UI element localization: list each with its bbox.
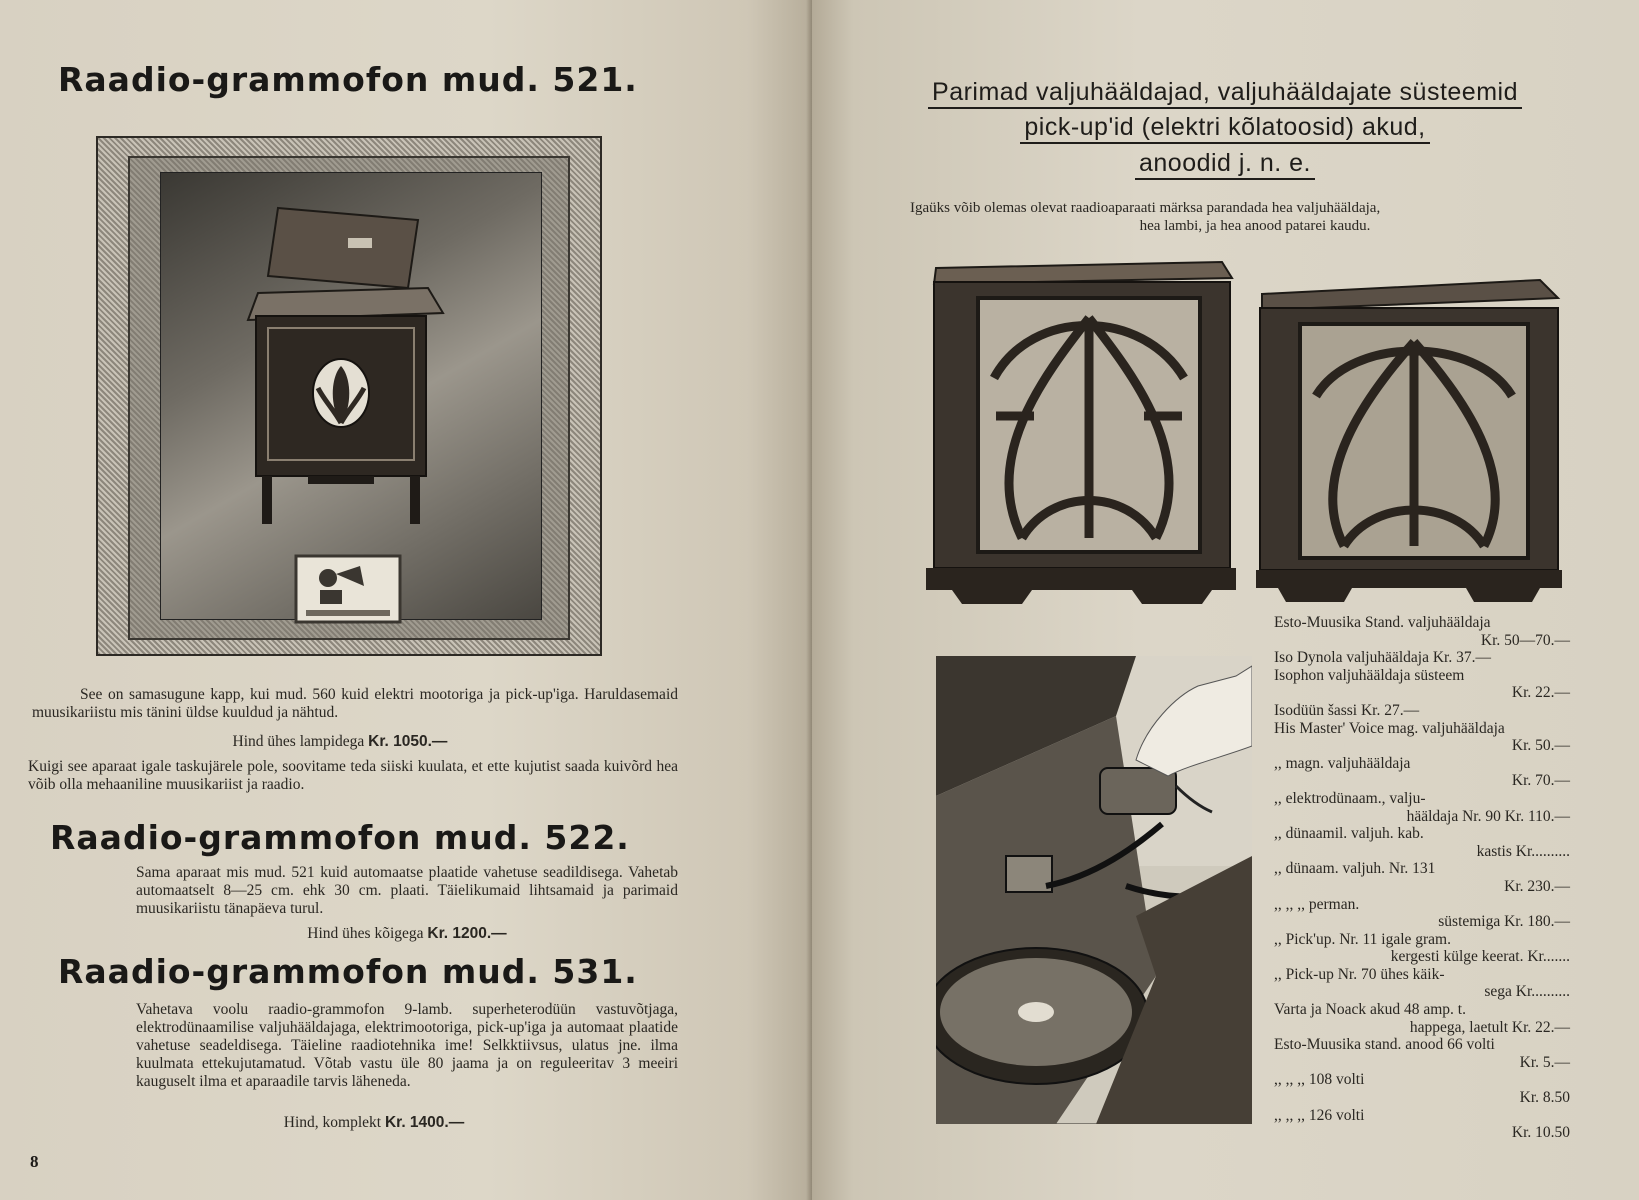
gramophone-photo (96, 136, 602, 656)
price-list-line: ,, magn. valjuhääldaja (1274, 754, 1411, 772)
price-list-line: ,, dünaam. valjuh. Nr. 131 (1274, 860, 1436, 878)
intro-line-2: hea lambi, ja hea anood patarei kaudu. (1139, 218, 1371, 234)
price-list-line: ,, Pick-up Nr. 70 ühes käik- (1274, 965, 1445, 983)
price-521-value: Kr. 1050.— (368, 733, 448, 750)
loudspeaker-cabinet-right (1252, 276, 1568, 606)
heading-model-522: Raadio-grammofon mud. 522. (50, 818, 630, 857)
heading-line-3 (860, 149, 1590, 178)
price-list-line: Kr. 50.— (1511, 737, 1570, 755)
price-list-line: ,, ,, ,, 108 volti (1274, 1071, 1365, 1089)
price-list-line: Kr. 70.— (1511, 772, 1570, 790)
price-521-label: Hind ühes lampidega (232, 733, 365, 750)
price-522 (134, 925, 680, 943)
price-list-line: ,, dünaamil. valjuh. kab. (1274, 825, 1424, 843)
price-list-line: kastis Kr.......... (1476, 842, 1570, 860)
price-522-label: Hind ühes kõigega (307, 925, 424, 942)
intro-line-1: Igaüks võib olemas olevat raadioaparaati märksa parandada hea valjuhääldaja, (910, 200, 1381, 216)
price-list-line: ,, ,, ,, perman. (1274, 895, 1360, 913)
left-page (0, 0, 812, 1200)
heading-model-521: Raadio-grammofon mud. 521. (58, 60, 638, 99)
price-list-line: ,, ,, ,, 126 volti (1274, 1106, 1365, 1124)
note-521: Kuigi see aparaat igale taskujärele pole, soovitame teda siiski kuulata, et ette kujutist saada kuivõrd hea võib olla mehaaniline muusikariist ja raadio. (28, 758, 678, 793)
price-list-line: ,, elektrodünaam., valju- (1274, 789, 1426, 807)
heading-line-3-text: anoodid j. n. e. (1135, 149, 1315, 180)
price-list-line: Esto-Muusika Stand. valjuhääldaja (1274, 614, 1491, 631)
price-531-value: Kr. 1400.— (384, 1114, 465, 1131)
pickup-gramophone-photo (936, 656, 1252, 1124)
heading-model-531: Raadio-grammofon mud. 531. (58, 952, 638, 991)
heading-line-2 (860, 113, 1590, 142)
price-list-line: happega, laetult Kr. 22.— (1409, 1018, 1570, 1036)
price-522-value: Kr. 1200.— (427, 925, 507, 942)
price-list (1274, 614, 1570, 1142)
heading-line-2-text: pick-up'id (elektri kõlatoosid) akud, (1020, 113, 1429, 144)
price-list-line: Kr. 5.— (1519, 1053, 1570, 1071)
price-list-line: Esto-Muusika stand. anood 66 volti (1274, 1036, 1495, 1054)
price-list-line: Iso Dynola valjuhääldaja Kr. 37.— (1274, 649, 1491, 667)
price-list-line: His Master' Voice mag. valjuhääldaja (1274, 719, 1505, 737)
price-521 (0, 733, 680, 751)
price-531 (134, 1114, 614, 1132)
price-list-line: ,, Pick'up. Nr. 11 igale gram. (1274, 930, 1451, 948)
heading-line-1-text: Parimad valjuhääldajad, valjuhääldajate süsteemid (928, 78, 1522, 109)
description-522: Sama aparaat mis mud. 521 kuid automaatse plaatide vahetuse seadildisega. Vahetab automaatselt 8—25 cm. ehk 30 cm. plaati. Täielikumaid lihtsamaid ja parimaid muusikariistu tänapäeva turul. (136, 864, 678, 917)
price-list-line: Isophon valjuhääldaja süsteem (1274, 666, 1465, 684)
price-list-line: Kr. 50—70.— (1480, 631, 1570, 649)
price-list-line: Kr. 230.— (1504, 877, 1570, 895)
price-list-line: Kr. 22.— (1511, 684, 1570, 702)
price-list-line: hääldaja Nr. 90 Kr. 110.— (1406, 807, 1570, 825)
price-list-line: süstemiga Kr. 180.— (1438, 913, 1570, 931)
gramophone-cabinet-illustration (98, 138, 600, 654)
price-list-line: sega Kr.......... (1484, 983, 1570, 1001)
price-list-line: Kr. 8.50 (1519, 1089, 1570, 1107)
loudspeaker-cabinet-left (922, 258, 1240, 606)
price-531-label: Hind, komplekt (283, 1114, 382, 1131)
price-list-line: kergesti külge keerat. Kr....... (1390, 948, 1570, 966)
price-list-line: Kr. 10.50 (1511, 1124, 1570, 1142)
description-521: See on samasugune kapp, kui mud. 560 kuid elektri mootoriga ja pick-up'iga. Haruldasemaid muusikariistu mis tänini üldse kuuldud ja nähtud. (32, 686, 678, 721)
description-531: Vahetava voolu raadio-grammofon 9-lamb. superheterodüün vastuvõtjaga, elektrodünaamilise valjuhääldajaga, elektrimootoriga, pick-up'iga ja automaat plaatide vahetuse seadeldisega. Täieline raadiotehnika ime! Selkktiivsus, ulatus jne. ilma kuulmata ettekujutamatud. Võtab vastu üle 80 jaama ja on reguleeritav 3 meeiri kauguselt ilma et aparaadile tarvis läheneda. (136, 1001, 678, 1090)
price-list-line: Isodüün šassi Kr. 27.— (1274, 701, 1420, 719)
heading-line-1 (860, 78, 1590, 107)
page-number: 8 (30, 1152, 39, 1171)
price-list-line: Varta ja Noack akud 48 amp. t. (1274, 1001, 1466, 1019)
